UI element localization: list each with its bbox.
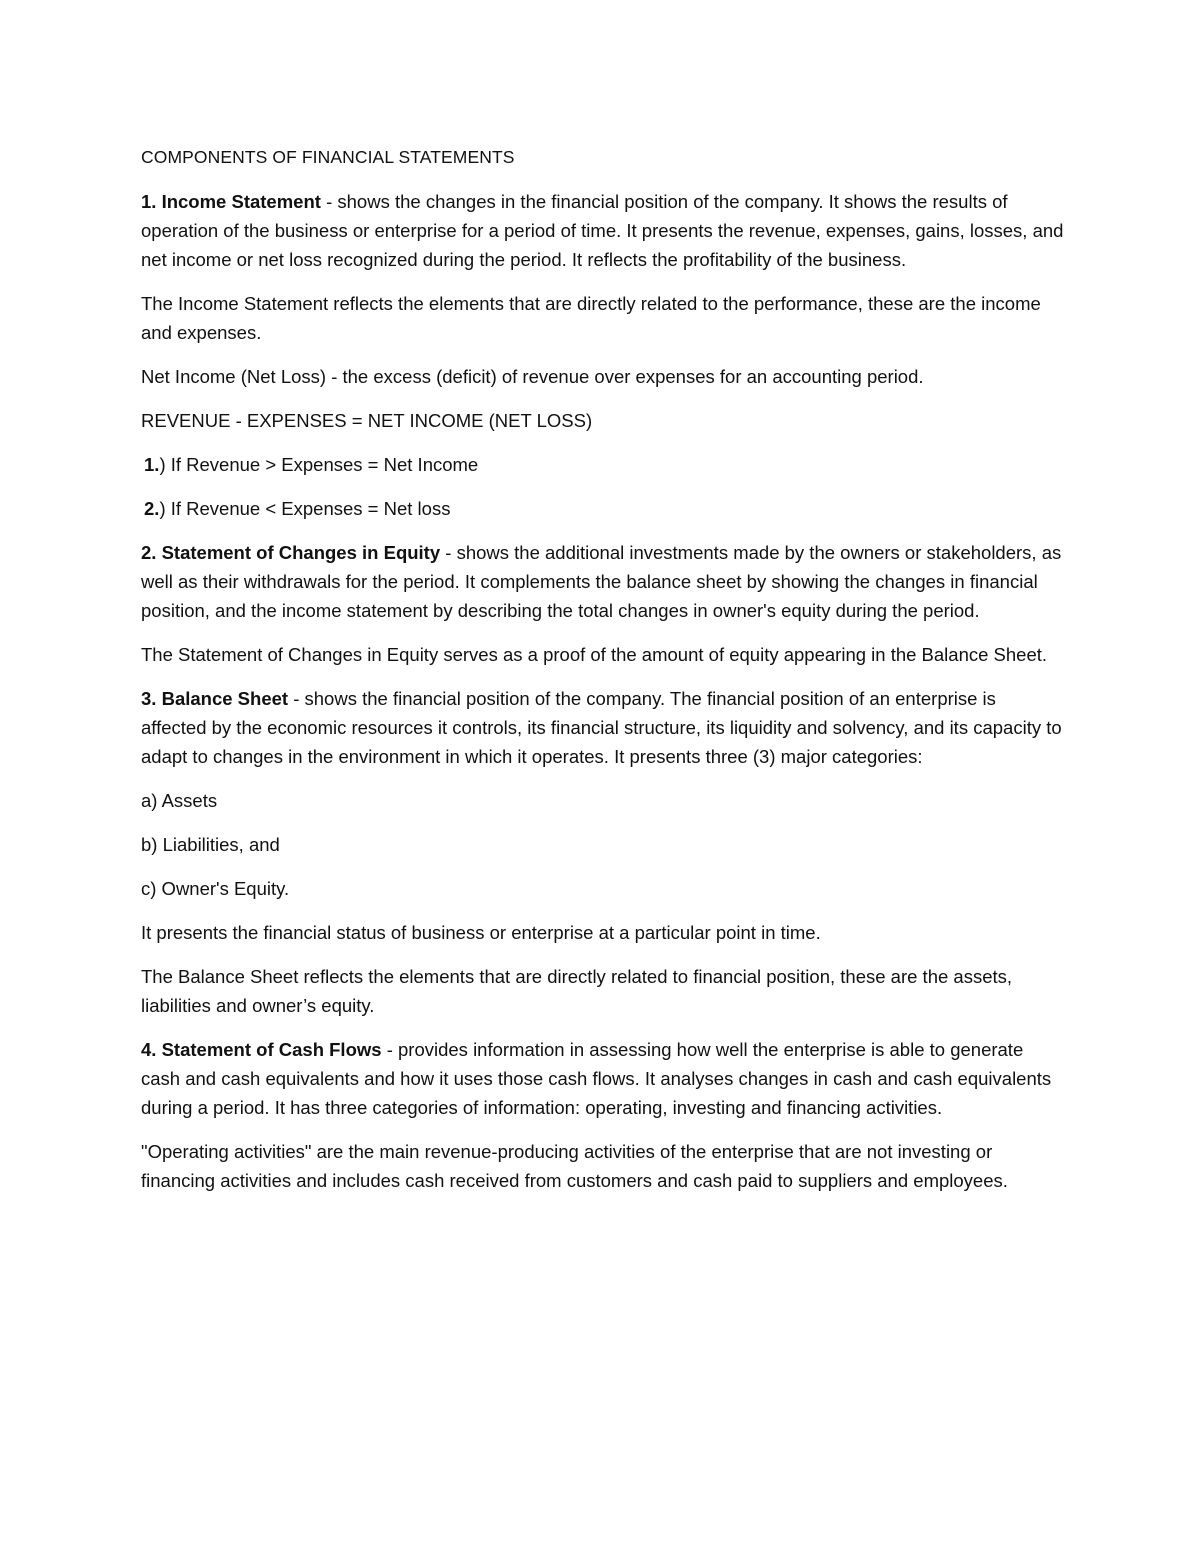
balance-sheet-text: - shows the financial position of the company. The financial position of an enterprise is affected by the economic resources it controls, its financial structure, its liquidity and solvency, and its capacity to adapt to changes in the environment in which it operates. It presents three (3) major categories: [141, 688, 1062, 767]
income-statement-paragraph [141, 187, 1066, 274]
balance-sheet-number: 3. [141, 688, 162, 709]
category-owners-equity: c) Owner's Equity. [141, 878, 290, 899]
net-income-formula: REVENUE - EXPENSES = NET INCOME (NET LOSS) [141, 410, 593, 431]
changes-in-equity-text: - shows the additional investments made by the owners or stakeholders, as well as their withdrawals for the period. It complements the balance sheet by showing the changes in financial position, and the income statement by describing the total changes in owner's equity during the period. [141, 542, 1062, 621]
case-revenue-greater [141, 450, 1066, 479]
balance-status-paragraph: It presents the financial status of business or enterprise at a particular point in time. [141, 922, 821, 943]
changes-in-equity-paragraph [141, 538, 1066, 625]
balance-sheet-heading: Balance Sheet [161, 688, 289, 709]
changes-in-equity-number: 2. [141, 542, 162, 563]
cash-flows-text: - provides information in assessing how well the enterprise is able to generate cash and cash equivalents and how it uses those cash flows. It analyses changes in cash and cash equivalents during a period. It has three categories of information: operating, investing and financing activities. [141, 1039, 1052, 1118]
balance-sheet-paragraph [141, 684, 1066, 771]
cash-flows-heading: Statement of Cash Flows [161, 1039, 382, 1060]
case-revenue-less [141, 494, 1066, 523]
case-1-text: ) If Revenue > Expenses = Net Income [159, 454, 479, 475]
income-elements-paragraph: The Income Statement reflects the elements that are directly related to the performance, these are the income and expenses. [141, 293, 1041, 343]
document-title: COMPONENTS OF FINANCIAL STATEMENTS [141, 147, 515, 167]
category-assets: a) Assets [141, 790, 218, 811]
income-statement-heading: Income Statement [161, 191, 321, 212]
case-2-number: 2. [144, 498, 160, 519]
balance-elements-paragraph: The Balance Sheet reflects the elements that are directly related to financial position, these are the assets, liabilities and owner’s equity. [141, 966, 1013, 1016]
net-income-definition: Net Income (Net Loss) - the excess (deficit) of revenue over expenses for an accounting period. [141, 366, 924, 387]
document-page [141, 143, 1066, 1210]
category-liabilities: b) Liabilities, and [141, 834, 280, 855]
cash-flows-paragraph [141, 1035, 1066, 1122]
cash-flows-number: 4. [141, 1039, 162, 1060]
equity-proof-paragraph: The Statement of Changes in Equity serves as a proof of the amount of equity appearing in the Balance Sheet. [141, 644, 1048, 665]
income-statement-text: - shows the changes in the financial position of the company. It shows the results of operation of the business or enterprise for a period of time. It presents the revenue, expenses, gains, losses, and net income or net loss recognized during the period. It reflects the profitability of the business. [141, 191, 1064, 270]
operating-activities-paragraph: "Operating activities" are the main revenue-producing activities of the enterprise that are not investing or financing activities and includes cash received from customers and cash paid to suppliers and employees. [141, 1141, 1008, 1191]
case-2-text: ) If Revenue < Expenses = Net loss [159, 498, 451, 519]
income-statement-number: 1. [141, 191, 157, 212]
changes-in-equity-heading: Statement of Changes in Equity [161, 542, 441, 563]
case-1-number: 1. [144, 454, 160, 475]
